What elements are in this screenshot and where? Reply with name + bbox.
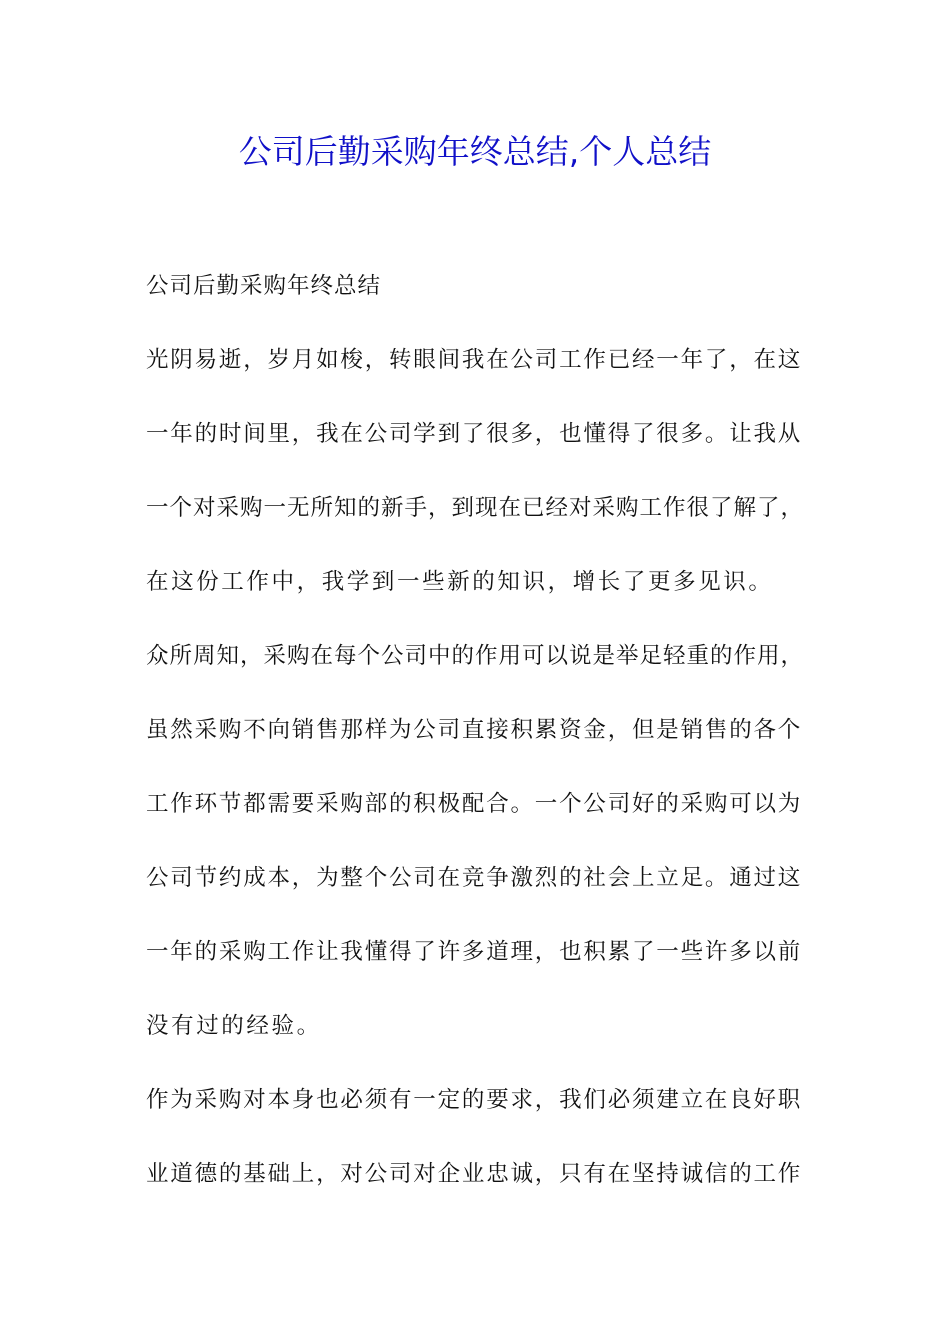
paragraph-line: 工作环节都需要采购部的积极配合。一个公司好的采购可以为 [146, 791, 803, 817]
paragraph-line: 公司节约成本，为整个公司在竞争激烈的社会上立足。通过这 [146, 865, 803, 891]
section-heading: 公司后勤采购年终总结 [146, 273, 382, 299]
paragraph-line: 在这份工作中，我学到一些新的知识，增长了更多见识。 [146, 569, 774, 595]
paragraph-line: 虽然采购不向销售那样为公司直接积累资金，但是销售的各个 [146, 717, 803, 743]
paragraph-line: 一年的采购工作让我懂得了许多道理，也积累了一些许多以前 [146, 939, 803, 965]
paragraph-line: 作为采购对本身也必须有一定的要求，我们必须建立在良好职 [146, 1087, 803, 1113]
paragraph-line: 业道德的基础上，对公司对企业忠诚，只有在坚持诚信的工作 [146, 1161, 803, 1187]
paragraph-line: 一年的时间里，我在公司学到了很多，也懂得了很多。让我从 [146, 421, 803, 447]
document-title: 公司后勤采购年终总结,个人总结 [238, 132, 712, 171]
paragraph-line: 光阴易逝，岁月如梭，转眼间我在公司工作已经一年了，在这 [146, 347, 803, 373]
paragraph-line: 没有过的经验。 [146, 1013, 322, 1039]
paragraph-line: 一个对采购一无所知的新手，到现在已经对采购工作很了解了， [146, 495, 805, 521]
paragraph-line: 众所周知，采购在每个公司中的作用可以说是举足轻重的作用， [146, 643, 805, 669]
